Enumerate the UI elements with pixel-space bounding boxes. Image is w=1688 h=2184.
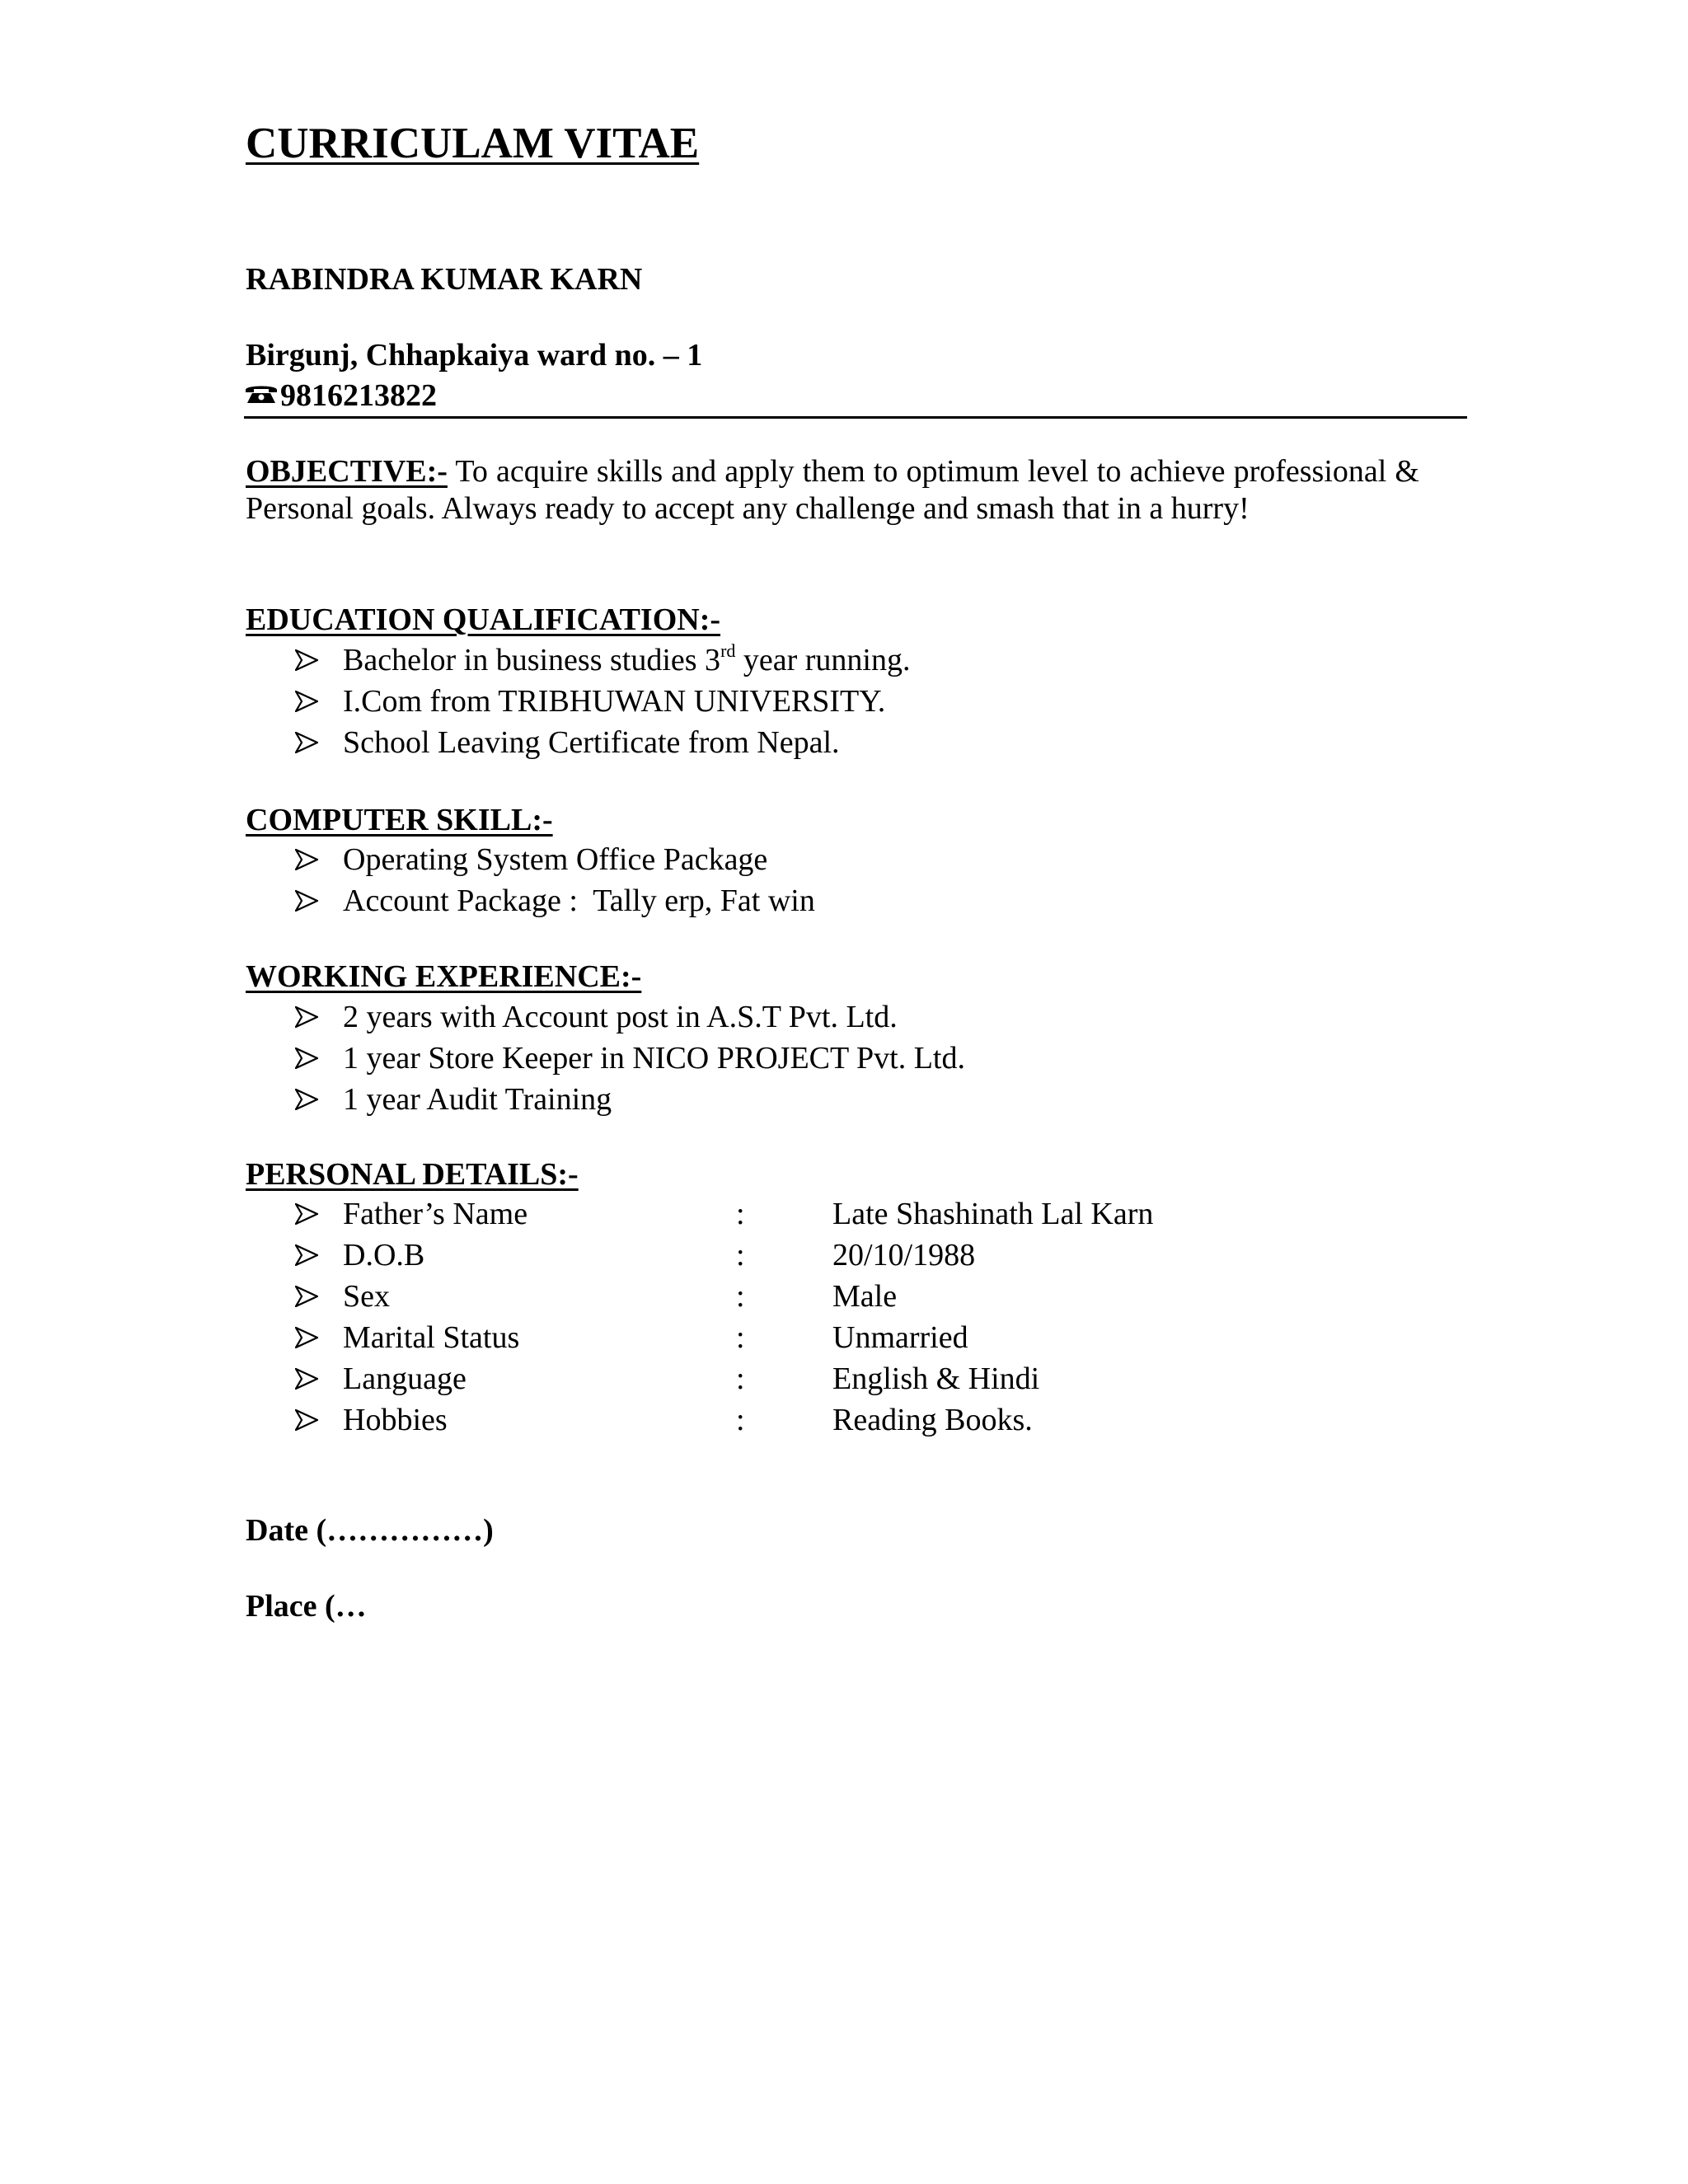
arrow-bullet-icon <box>295 649 318 671</box>
header-divider <box>244 416 1467 419</box>
arrow-bullet-icon <box>295 732 318 753</box>
education-item-text: School Leaving Certificate from Nepal. <box>343 725 840 760</box>
applicant-phone <box>244 380 437 411</box>
computer-skill-item-text: Operating System Office Package <box>343 842 768 877</box>
arrow-bullet-icon <box>295 849 318 870</box>
arrow-bullet-icon <box>295 1409 318 1431</box>
arrow-bullet-icon <box>295 1089 318 1110</box>
detail-label: Sex <box>343 1279 390 1314</box>
superscript: rd <box>720 640 736 661</box>
objective-section <box>246 453 1419 527</box>
place-field: Place (… <box>246 1589 367 1624</box>
detail-separator: : <box>736 1320 745 1355</box>
computer-skill-item-text: Account Package : Tally erp, Fat win <box>343 883 815 918</box>
arrow-bullet-icon <box>295 1327 318 1348</box>
detail-label: Father’s Name <box>343 1197 528 1231</box>
education-item-text: year running. <box>735 643 911 677</box>
arrow-bullet-icon <box>295 1244 318 1266</box>
arrow-bullet-icon <box>295 890 318 912</box>
detail-value: 20/10/1988 <box>832 1238 976 1272</box>
telephone-icon <box>244 382 279 404</box>
education-item-text: Bachelor in business studies 3 <box>343 643 721 677</box>
arrow-bullet-icon <box>295 1368 318 1390</box>
detail-label: Hobbies <box>343 1403 448 1437</box>
experience-item-text: 1 year Store Keeper in NICO PROJECT Pvt. Ltd. <box>343 1041 965 1076</box>
detail-value: Male <box>832 1279 898 1314</box>
detail-separator: : <box>736 1238 745 1272</box>
phone-number: 9816213822 <box>280 378 437 413</box>
detail-label: Language <box>343 1361 467 1396</box>
detail-value: English & Hindi <box>832 1361 1040 1396</box>
applicant-name: RABINDRA KUMAR KARN <box>246 262 643 297</box>
arrow-bullet-icon <box>295 1203 318 1225</box>
arrow-bullet-icon <box>295 1286 318 1307</box>
experience-item-text: 1 year Audit Training <box>343 1082 612 1117</box>
experience-item-text: 2 years with Account post in A.S.T Pvt. Ltd. <box>343 1000 898 1034</box>
working-experience-heading: WORKING EXPERIENCE:- <box>246 959 642 994</box>
arrow-bullet-icon <box>295 1047 318 1069</box>
detail-label: Marital Status <box>343 1320 520 1355</box>
personal-details-heading: PERSONAL DETAILS:- <box>246 1157 579 1192</box>
detail-value: Late Shashinath Lal Karn <box>832 1197 1154 1231</box>
computer-skill-heading: COMPUTER SKILL:- <box>246 803 553 837</box>
detail-separator: : <box>736 1197 745 1231</box>
objective-text: To acquire skills and apply them to optimum level to achieve professional & Personal goals. Always ready to accept any challenge and smash that in a hurry! <box>246 454 1419 526</box>
detail-separator: : <box>736 1403 745 1437</box>
detail-label: D.O.B <box>343 1238 425 1272</box>
education-item-text: I.Com from TRIBHUWAN UNIVERSITY. <box>343 684 886 719</box>
detail-separator: : <box>736 1279 745 1314</box>
detail-separator: : <box>736 1361 745 1396</box>
education-heading: EDUCATION QUALIFICATION:- <box>246 602 721 637</box>
date-field: Date (……………) <box>246 1513 494 1548</box>
applicant-address: Birgunj, Chhapkaiya ward no. – 1 <box>246 338 703 373</box>
detail-value: Unmarried <box>832 1320 968 1355</box>
detail-value: Reading Books. <box>832 1403 1033 1437</box>
arrow-bullet-icon <box>295 1006 318 1028</box>
arrow-bullet-icon <box>295 691 318 712</box>
document-title: CURRICULAM VITAE <box>246 120 700 167</box>
objective-label: OBJECTIVE:- <box>246 454 448 489</box>
